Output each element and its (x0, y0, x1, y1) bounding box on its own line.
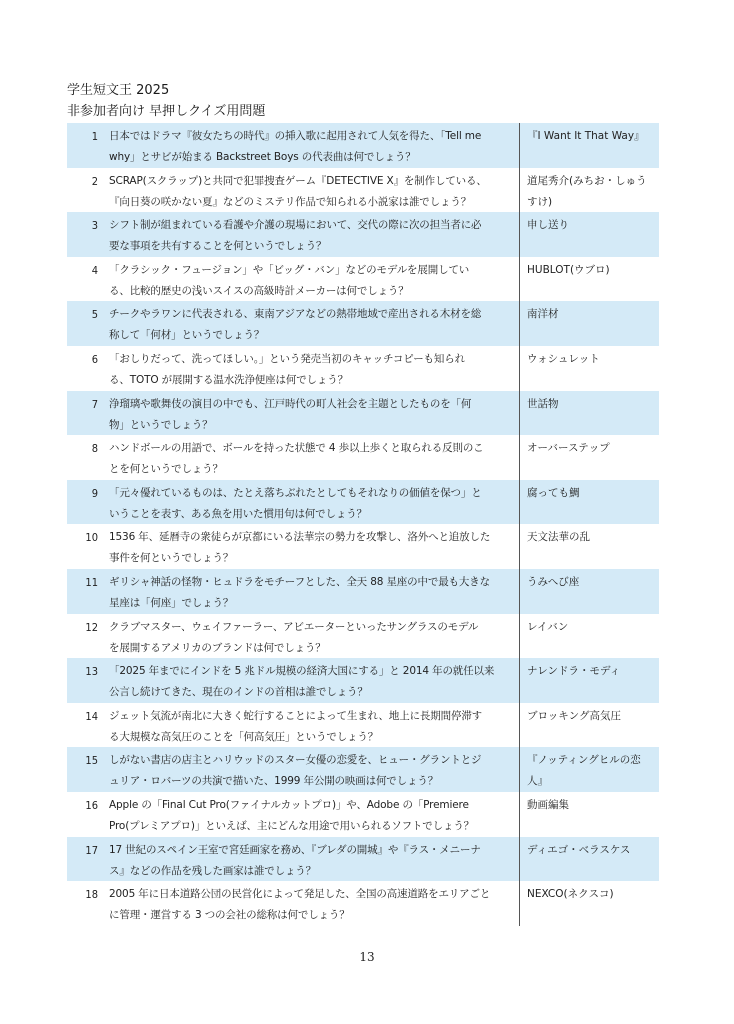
column-divider (519, 391, 520, 436)
answer-text: ナレンドラ・モディ (527, 665, 621, 678)
question-row (67, 614, 659, 659)
question-row (67, 301, 659, 346)
column-divider (519, 212, 520, 257)
question-line-2: る、比較的歴史の浅いスイスの高級時計メーカーは何でしょう？ (109, 284, 409, 297)
question-line-2: 星座は「何座」でしょう？ (109, 596, 234, 609)
question-text (98, 569, 521, 614)
question-text (98, 658, 521, 703)
question-line-1: SCRAP(スクラップ)と共同で犯罪捜査ゲーム『DETECTIVE X』を制作している、 (109, 174, 487, 187)
question-line-1: しがない書店の店主とハリウッドのスター女優の恋愛を、ヒュー・グラントとジ (109, 754, 482, 767)
column-divider (519, 569, 520, 614)
question-line-1: 「2025 年までにインドを 5 兆ドル規模の経済大国にする」と 2014 年の就任以来 (109, 665, 495, 678)
column-divider (519, 480, 520, 525)
question-number: 1 (91, 130, 98, 143)
column-divider (519, 435, 520, 480)
question-number: 4 (91, 263, 98, 277)
question-text (98, 837, 521, 882)
question-line-1: シフト制が組まれている看護や介護の現場において、交代の際に次の担当者に必 (109, 219, 482, 232)
question-text (98, 747, 521, 792)
question-line-2: 公言し続けてきた、現在のインドの首相は誰でしょう？ (109, 686, 368, 699)
question-line-1: クラブマスター、ウェイファーラー、アビエーターといったサングラスのモデル (109, 620, 479, 633)
question-line-1: 17 世紀のスペイン王室で宮廷画家を務め、『ブレダの開城』や『ラス・メニーナ (109, 843, 481, 856)
answer-text: 道尾秀介(みちお・しゅうすけ) (527, 174, 647, 208)
question-number: 9 (91, 486, 98, 500)
document-title: 学生短文王 2025 (67, 83, 170, 98)
question-number: 2 (91, 174, 98, 188)
question-row (67, 658, 659, 703)
question-row (67, 435, 659, 480)
question-line-1: 「おしりだって、洗ってほしい。」という発売当初のキャッチコピーも知られ (109, 352, 465, 365)
question-row (67, 569, 659, 614)
question-row (67, 168, 659, 213)
column-divider (519, 524, 520, 569)
question-text (98, 703, 521, 748)
question-line-1: 日本ではドラマ『彼女たちの時代』の挿入歌に起用されて人気を得た、「Tell me (109, 130, 482, 142)
answer-text: 動画編集 (527, 798, 569, 811)
question-text (98, 881, 521, 926)
question-number: 14 (85, 709, 98, 723)
question-number: 15 (85, 754, 98, 768)
column-divider (519, 881, 520, 926)
question-row (67, 524, 659, 569)
question-line-2: Pro(プレミアプロ)」といえば、主にどんな用途で用いられるソフトでしょう？ (109, 819, 475, 832)
question-line-2: ュリア・ロバーツの共演で描いた、1999 年公開の映画は何でしょう？ (109, 775, 439, 788)
question-line-1: 浄瑠璃や歌舞伎の演目の中でも、江戸時代の町人社会を主題としたものを「何 (109, 397, 472, 410)
question-number: 5 (91, 308, 98, 322)
column-divider (519, 301, 520, 346)
quiz-table (67, 123, 659, 926)
answer-text: 『I Want It That Way』 (527, 130, 645, 142)
answer-text: うみへび座 (527, 575, 580, 588)
question-line-2: ス』などの作品を残した画家は誰でしょう？ (109, 864, 316, 877)
answer-text: 腐っても鯛 (527, 486, 580, 499)
column-divider (519, 747, 520, 792)
answer-text: 世話物 (527, 397, 559, 410)
question-row (67, 123, 659, 168)
question-line-2: 要な事項を共有することを何というでしょう？ (109, 240, 327, 253)
question-text (98, 346, 521, 391)
column-divider (519, 703, 520, 748)
question-line-2: とを何というでしょう？ (109, 463, 223, 476)
column-divider (519, 792, 520, 837)
question-text (98, 524, 521, 569)
question-text (98, 614, 521, 659)
question-line-2: る、TOTO が展開する温水洗浄便座は何でしょう？ (109, 373, 348, 386)
question-line-2: 物」というでしょう？ (109, 418, 213, 431)
question-number: 3 (91, 219, 98, 233)
question-text (98, 435, 521, 480)
question-line-1: 「クラシック・フュージョン」や「ビッグ・バン」などのモデルを展開してい (109, 263, 470, 276)
question-number: 17 (85, 843, 98, 857)
column-divider (519, 168, 520, 213)
question-text (98, 480, 521, 525)
question-number: 7 (91, 397, 98, 411)
question-text (98, 168, 521, 213)
question-text (98, 257, 521, 302)
question-line-2: に管理・運営する 3 つの会社の総称は何でしょう？ (109, 909, 350, 922)
question-text (98, 212, 521, 257)
question-row (67, 346, 659, 391)
question-row (67, 480, 659, 525)
question-number: 6 (91, 352, 98, 366)
question-row (67, 703, 659, 748)
question-line-1: 2005 年に日本道路公団の民営化によって発足した、全国の高速道路をエリアごと (109, 888, 491, 901)
question-line-1: Apple の「Final Cut Pro(ファイナルカットプロ)」や、Adobe の「Premiere (109, 798, 469, 811)
answer-text: HUBLOT(ウブロ) (527, 263, 610, 276)
question-line-1: ギリシャ神話の怪物・ヒュドラをモチーフとした、全天 88 星座の中で最も大きな (109, 575, 490, 588)
answer-text: ディエゴ・ベラスケス (527, 843, 631, 856)
column-divider (519, 614, 520, 659)
question-number: 11 (85, 575, 98, 589)
question-line-2: る大規模な高気圧のことを「何高気圧」というでしょう？ (109, 730, 379, 743)
question-line-1: チークやラワンに代表される、東南アジアなどの熱帯地域で産出される木材を総 (109, 308, 482, 321)
answer-text: ウォシュレット (527, 352, 600, 365)
question-number: 12 (85, 620, 98, 634)
question-number: 18 (85, 888, 98, 902)
question-row (67, 257, 659, 302)
question-row (67, 837, 659, 882)
question-row (67, 881, 659, 926)
answer-text: NEXCO(ネクスコ) (527, 888, 614, 901)
question-text (98, 391, 521, 436)
question-text (98, 301, 521, 346)
question-number: 16 (85, 798, 98, 812)
question-line-1: ハンドボールの用語で、ボールを持った状態で 4 歩以上歩くと取られる反則のこ (109, 442, 484, 455)
question-line-1: 1536 年、延暦寺の衆徒らが京都にいる法華宗の勢力を攻撃し、洛外へと追放した (109, 531, 491, 544)
column-divider (519, 123, 520, 168)
question-number: 8 (91, 442, 98, 456)
answer-text: オーバーステップ (527, 442, 610, 455)
column-divider (519, 257, 520, 302)
document-subtitle: 非参加者向け 早押しクイズ用問題 (67, 104, 266, 119)
question-line-2: 称して「何材」というでしょう？ (109, 329, 265, 342)
question-line-2: いうことを表す、ある魚を用いた慣用句は何でしょう？ (109, 507, 367, 520)
question-row (67, 391, 659, 436)
question-line-1: ジェット気流が南北に大きく蛇行することによって生まれ、地上に長期間停滞す (109, 709, 483, 722)
question-line-2: why」とサビが始まる Backstreet Boys の代表曲は何でしょう？ (109, 151, 416, 163)
answer-text: 天文法華の乱 (527, 531, 590, 544)
question-row (67, 792, 659, 837)
answer-text: 『ノッティングヒルの恋人』 (527, 754, 641, 788)
question-row (67, 747, 659, 792)
column-divider (519, 658, 520, 703)
question-line-2: 『向日葵の咲かない夏』などのミステリ作品で知られる小説家は誰でしょう？ (109, 195, 472, 208)
question-row (67, 212, 659, 257)
question-line-2: 事件を何というでしょう？ (109, 552, 234, 565)
question-number: 10 (85, 531, 98, 545)
question-line-2: を展開するアメリカのブランドは何でしょう？ (109, 641, 326, 654)
column-divider (519, 346, 520, 391)
column-divider (519, 837, 520, 882)
page-number: 13 (359, 950, 375, 964)
answer-text: 南洋材 (527, 308, 559, 321)
question-number: 13 (85, 665, 98, 679)
question-line-1: 「元々優れているものは、たとえ落ちぶれたとしてもそれなりの価値を保つ」と (109, 486, 482, 499)
answer-text: 申し送り (527, 219, 569, 232)
answer-text: ブロッキング高気圧 (527, 709, 621, 722)
question-text (98, 792, 521, 837)
question-text (98, 123, 521, 168)
answer-text: レイバン (527, 620, 569, 633)
